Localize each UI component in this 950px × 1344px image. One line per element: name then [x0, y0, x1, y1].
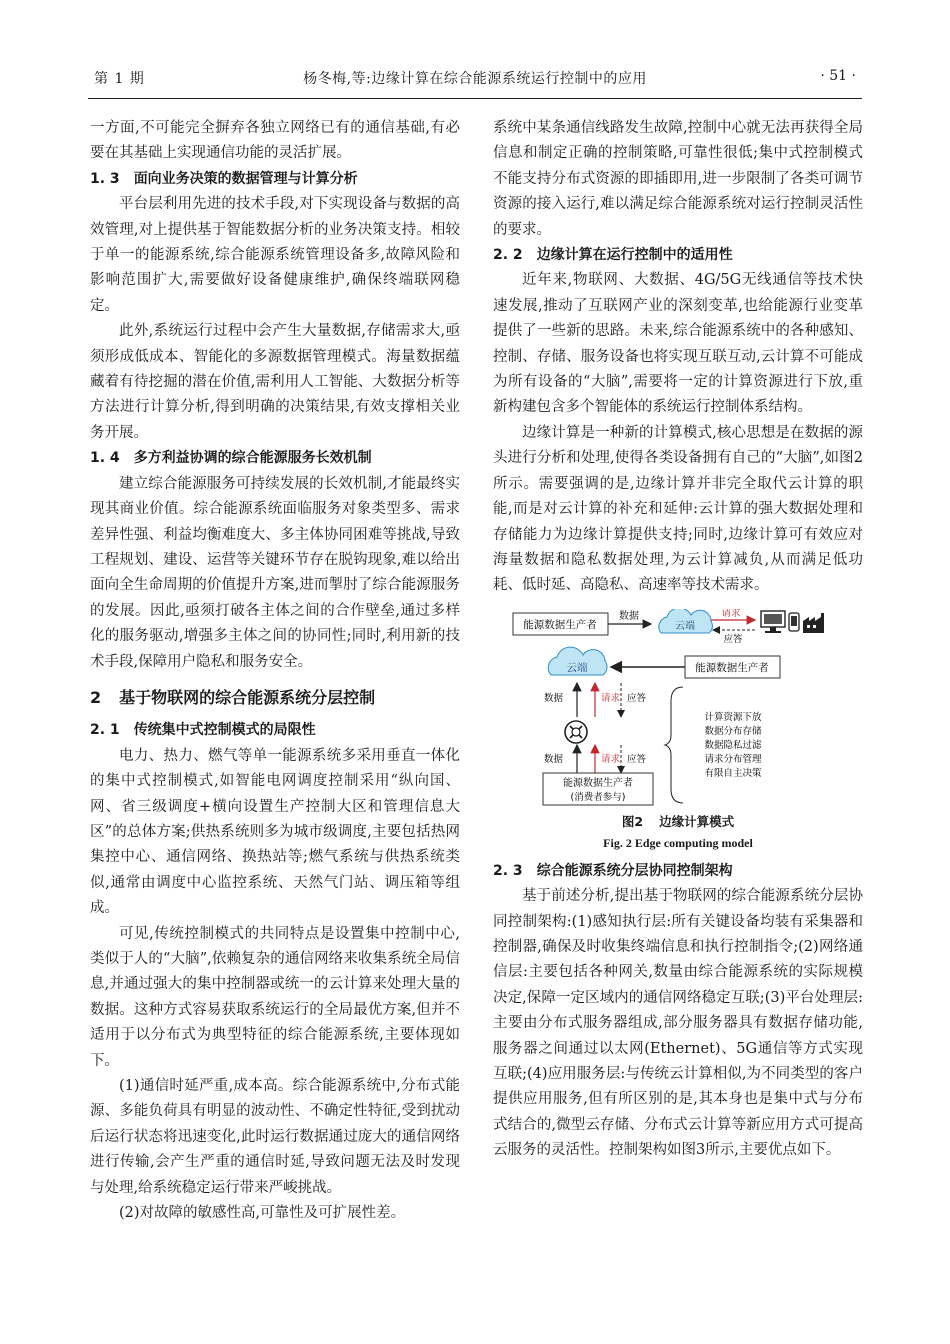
section-title: 边缘计算在运行控制中的适用性	[536, 247, 733, 264]
section-heading-2-2	[493, 243, 863, 268]
producer-label-top: 能源数据生产者	[523, 618, 597, 631]
bracket	[665, 687, 683, 803]
left-column	[90, 116, 460, 1226]
section-number: 2	[90, 687, 102, 707]
section-heading-2-3	[493, 859, 863, 884]
section-number: 2. 1	[90, 722, 120, 739]
paragraph: 建立综合能源服务可持续发展的长效机制,才能最终实现其商业价值。综合能源系统面临服务对象类型多、需求差异性强、利益均衡难度大、多主体协同困难等挑战,导致工程规划、建设、运营等关键环节存在脱钩现象,难以给出面向全生命周期的价值提升方案,进而掣肘了综合能源服务的发展。因此,亟须打破各主体之间的合作壁垒,通过多样化的服务驱动,增强多主体之间的协同性;同时,利用新的技术手段,保障用户隐私和服务安全。	[90, 475, 460, 670]
figure-title: 边缘计算模式	[659, 813, 735, 829]
bracket-item-2: 数据分布存储	[704, 725, 762, 737]
bracket-item-1: 计算资源下放	[704, 711, 762, 723]
paragraph: 基于前述分析,提出基于物联网的综合能源系统分层协同控制架构:(1)感知执行层:所有关键设备均装有采集器和控制器,确保及时收集终端信息和执行控制指令;(2)网络通信层:主要包括各种网关,数量由综合能源系统的实际规模决定,保障一定区域内的通信网络稳定互联;(3)平台处理层:主要由分布式服务器组成,部分服务器具有数据存储功能,服务器之间通过以太网(Ethernet)、5G通信等方式实现互联;(4)应用服务层:与传统云计算相似,为不同类型的客户提供应用服务,但有所区别的是,其本身也是集中式与分布式结合的,微型云存储、分布式云计算等新应用方式可提高云服务的灵活性。控制架构如图3所示,主要优点如下。	[493, 888, 863, 1159]
section-title: 基于物联网的综合能源系统分层控制	[119, 687, 376, 707]
header-rule	[88, 98, 862, 99]
section-number: 2. 2	[493, 247, 523, 264]
paragraph: 平台层利用先进的技术手段,对下实现设备与数据的高效管理,对上提供基于智能数据分析的业务决策支持。相较于单一的能源系统,综合能源系统管理设备多,故障风险和影响范围扩大,需要做好设备健康维护,确保终端联网稳定。	[90, 196, 460, 314]
paragraph: 一方面,不可能完全摒弃各独立网络已有的通信基础,有必要在其基础上实现通信功能的灵活扩展。	[90, 120, 460, 162]
paragraph: (2)对故障的敏感性高,可靠性及可扩展性差。	[119, 1205, 406, 1222]
response-label-2: 应答	[627, 753, 647, 765]
paragraph: 此外,系统运行过程中会产生大量数据,存储需求大,亟须形成低成本、智能化的多源数据管理模式。海量数据蕴藏着有待挖掘的潜在价值,需利用人工智能、大数据分析等方法进行计算分析,得到明确的决策结果,有效支撑相关业务开展。	[90, 323, 460, 441]
page-number: · 51 ·	[820, 68, 856, 84]
paragraph: 系统中某条通信线路发生故障,控制中心就无法再获得全局信息和制定正确的控制策略,可靠性很低;集中式控制模式不能支持分布式资源的即插即用,进一步限制了各类可调节资源的接入运行,难以满足综合能源系统对运行控制灵活性的要求。	[493, 120, 863, 238]
section-title: 传统集中式控制模式的局限性	[133, 722, 316, 739]
data-label-top: 数据	[619, 610, 639, 622]
factory-icon	[803, 613, 824, 633]
section-title: 面向业务决策的数据管理与计算分析	[133, 170, 358, 187]
response-label-1: 应答	[627, 692, 647, 704]
figure-caption-cn	[493, 811, 863, 833]
section-title: 综合能源系统分层协同控制架构	[536, 862, 733, 879]
section-heading-1-4	[90, 446, 460, 471]
paragraph: 边缘计算是一种新的计算模式,核心思想是在数据的源头进行分析和处理,使得各类设备拥有自己的“大脑”,如图2所示。需要强调的是,边缘计算并非完全取代云计算的职能,而是对云计算的补充和延伸:云计算的强大数据处理和存储能力为边缘计算提供支持;同时,边缘计算可有效应对海量数据和隐私数据处理,为云计算减负,从而满足低功耗、低时延、高隐私、高速率等技术需求。	[493, 424, 863, 594]
paragraph: 近年来,物联网、大数据、4G/5G无线通信等技术快速发展,推动了互联网产业的深刻变革,也给能源行业变革提供了一些新的思路。未来,综合能源系统中的各种感知、控制、存储、服务设备也将实现互联互动,云计算不可能成为所有设备的“大脑”,需要将一定的计算资源进行下放,重新构建包含多个智能体的系统运行控制体系结构。	[493, 272, 863, 416]
paragraph: 可见,传统控制模式的共同特点是设置集中控制中心,类似于人的“大脑”,依赖复杂的通信网络来收集系统全局信息,并通过强大的集中控制器或统一的云计算来处理大量的数据。这种方式容易获取系统运行的全局最优方案,但并不适用于以分布式为典型特征的综合能源系统,主要体现如下。	[90, 925, 460, 1069]
issue-number: 第 1 期	[94, 71, 145, 87]
bracket-item-5: 有限自主决策	[704, 767, 762, 779]
request-label-2: 请求	[601, 753, 621, 765]
edge-computing-diagram	[493, 609, 863, 809]
figure-2	[493, 609, 863, 853]
phone-icon	[789, 613, 799, 631]
response-label-top: 应答	[723, 633, 743, 645]
edge-node-icon	[565, 721, 587, 743]
section-heading-2	[90, 685, 460, 710]
paragraph: (1)通信时延严重,成本高。综合能源系统中,分布式能源、多能负荷具有明显的波动性、不确定性特征,受到扰动后运行状态将迅速变化,此时运行数据通过庞大的通信网络进行传输,会产生严重的通信时延,导致问题无法及时发现与处理,给系统稳定运行带来严峻挑战。	[90, 1078, 460, 1196]
figure-caption-en: Fig. 2 Edge computing model	[603, 835, 753, 850]
section-title: 多方利益协调的综合能源服务长效机制	[133, 450, 372, 467]
section-number: 1. 3	[90, 170, 120, 187]
paragraph: 电力、热力、燃气等单一能源系统多采用垂直一体化的集中式控制模式,如智能电网调度控制采用“纵向国、网、省三级调度+横向设置生产控制大区和管理信息大区”的总体方案;供热系统则多为城市级调度,主要包括热网集控中心、通信网络、换热站等;燃气系统与供热系统类似,通常由调度中心监控系统、天然气门站、调压箱等组成。	[90, 747, 460, 917]
bracket-item-3: 数据隐私过滤	[704, 739, 762, 751]
right-column	[493, 116, 863, 1164]
producer-label-mid: 能源数据生产者	[695, 661, 769, 674]
bracket-item-4: 请求分布管理	[704, 753, 762, 765]
request-label-1: 请求	[601, 692, 621, 704]
figure-number: 图2	[621, 813, 644, 829]
data-label-2: 数据	[543, 753, 563, 765]
request-label-top: 请求	[721, 608, 741, 619]
producer-label-bottom-2: (消费者参与)	[570, 791, 626, 803]
producer-label-bottom-1: 能源数据生产者	[563, 777, 633, 789]
data-label-1: 数据	[543, 692, 563, 704]
section-heading-1-3	[90, 167, 460, 192]
cloud-label-mid: 云端	[566, 661, 588, 674]
monitor-icon	[761, 611, 785, 633]
section-heading-2-1	[90, 718, 460, 743]
section-number: 2. 3	[493, 862, 523, 879]
cloud-label-top: 云端	[675, 620, 695, 632]
running-title: 杨冬梅,等:边缘计算在综合能源系统运行控制中的应用	[303, 71, 647, 87]
section-number: 1. 4	[90, 450, 120, 467]
running-header	[88, 68, 862, 92]
